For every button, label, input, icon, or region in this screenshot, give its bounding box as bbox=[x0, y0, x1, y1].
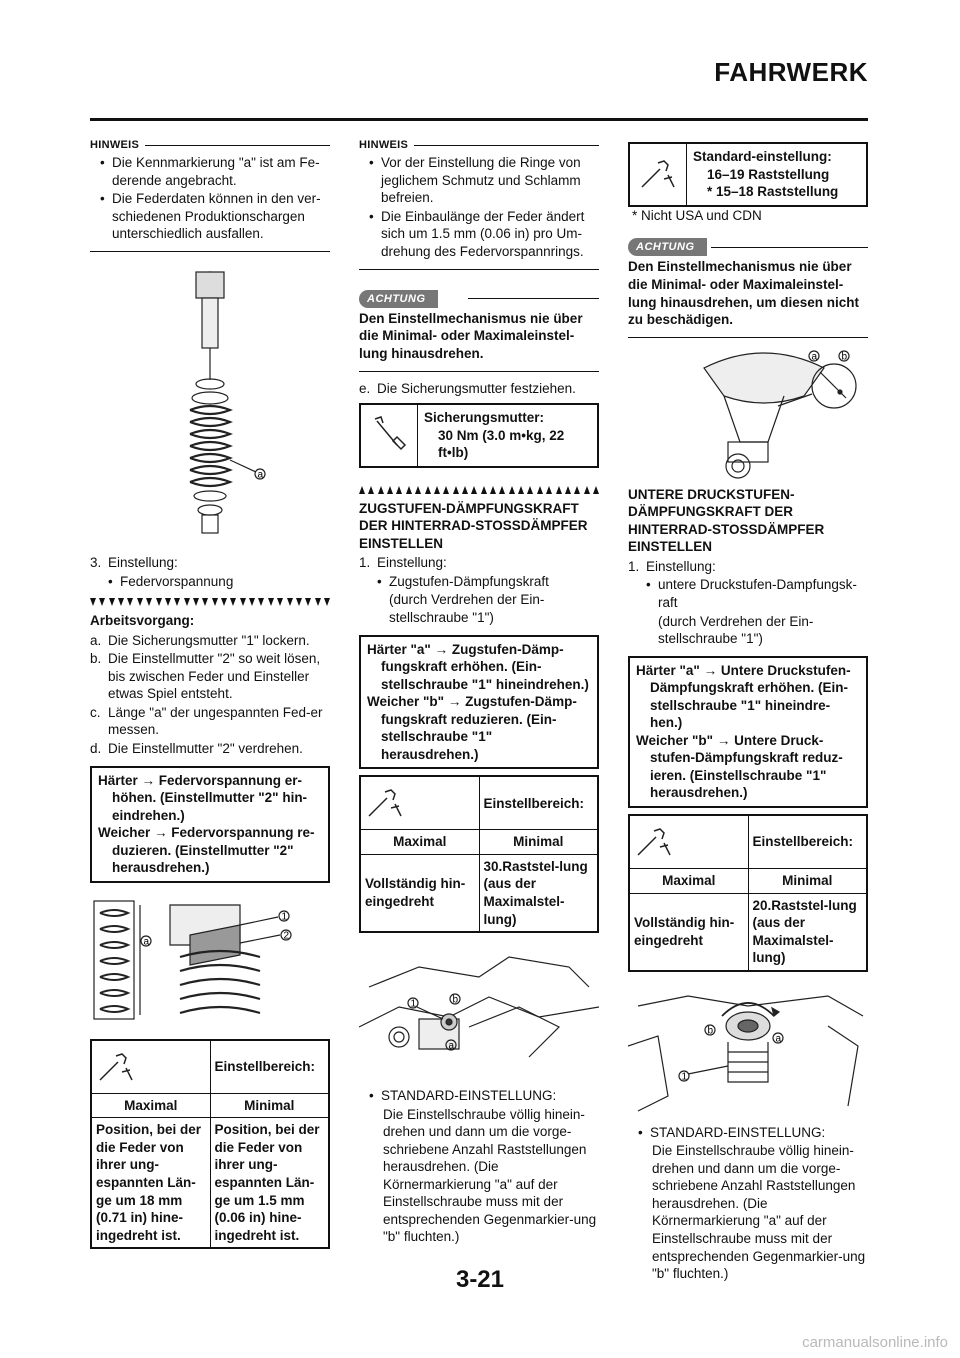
step-1-bullet: • untere Druckstufen-Dampfungsk-raft bbox=[628, 576, 868, 611]
step-d: d. Die Einstellmutter "2" verdrehen. bbox=[90, 740, 303, 756]
note-label: HINWEIS bbox=[359, 139, 409, 151]
step-e: e. Die Sicherungsmutter festziehen. bbox=[359, 380, 576, 396]
range-title: Einstellbereich: bbox=[748, 815, 867, 869]
range-max-value: Vollständig hin-eingedreht bbox=[360, 854, 479, 932]
section-title: UNTERE DRUCKSTUFEN-DÄMPFUNGSKRAFT DER HINTERRAD-STOSSDÄMPFER EINSTELLEN bbox=[628, 486, 825, 555]
step-b: b. Die Einstellmutter "2" so weit lösen, bis zwischen Feder und Einsteller etwas Spiel entsteht. bbox=[90, 651, 321, 702]
range-min-header: Minimal bbox=[748, 868, 867, 893]
page-title: FAHRWERK bbox=[714, 57, 868, 87]
harder-line: Härter "a" → Untere Druckstufen-Dämpfungskraft erhöhen. (Ein-stellschraube "1" hineindre-hen.) bbox=[636, 662, 851, 731]
standard-line-2: * 15–18 Raststellung bbox=[707, 184, 839, 200]
standard-title: Standard-einstellung: bbox=[693, 149, 832, 164]
torque-wrench-icon bbox=[361, 405, 418, 466]
harder-line: Härter "a" → Zugstufen-Dämp-fungskraft erhöhen. (Ein-stellschraube "1" hineindrehen.) bbox=[367, 641, 589, 692]
wrench-icon bbox=[630, 144, 687, 205]
fig-label: b bbox=[452, 994, 459, 1006]
torque-value: 30 Nm (3.0 m•kg, 22 ft•lb) bbox=[438, 427, 565, 461]
note-bullet: • Die Kennmarkierung "a" ist am Fe-derende angebracht. bbox=[90, 154, 330, 189]
torque-spec-box bbox=[359, 403, 599, 468]
standard-setting-box bbox=[628, 142, 868, 207]
caution-text: Den Einstellmechanismus nie über die Minimal- oder Maximaleinstel-lung hinausdrehen, um diesen nicht zu beschädigen. bbox=[628, 259, 860, 328]
caution-badge: ACHTUNG bbox=[628, 238, 707, 256]
fig-label: 1 bbox=[281, 911, 288, 923]
step-1: 1. Einstellung: bbox=[628, 558, 716, 574]
footnote: * Nicht USA und CDN bbox=[632, 207, 762, 223]
range-max-header: Maximal bbox=[91, 1093, 210, 1118]
standard-setting-text: Die Einstellschraube völlig hinein-drehen und dann um die vorge-schriebene Anzahl Raststellungen herausdrehen. (Die Körnermarkierung "a" auf der Einstellschraube muss mit der entsprechenden Gegenmarkier-ung "b" fluchten.) bbox=[383, 1106, 597, 1245]
note-header bbox=[90, 138, 330, 152]
range-min-header: Minimal bbox=[210, 1093, 329, 1118]
softer-line: Weicher "b" → Untere Druck-stufen-Dämpfungskraft reduz-ieren. (Einstellschraube "1" herausdrehen.) bbox=[636, 732, 843, 801]
torque-title: Sicherungsmutter: bbox=[424, 410, 545, 426]
caution-badge: ACHTUNG bbox=[359, 290, 438, 308]
page-number: 3-21 bbox=[455, 1266, 505, 1293]
step-1: 1. Einstellung: bbox=[359, 555, 447, 571]
caution-header bbox=[628, 238, 868, 256]
harder-softer-box bbox=[359, 635, 599, 770]
standard-line-1: 16–19 Raststellung bbox=[707, 166, 830, 182]
adjust-range-table bbox=[359, 775, 599, 933]
divider bbox=[359, 269, 599, 270]
watermark-link[interactable]: carmanualsonline.info bbox=[802, 1334, 948, 1351]
wrench-icon bbox=[91, 1040, 210, 1094]
shock-absorber-figure bbox=[90, 260, 330, 548]
range-max-header: Maximal bbox=[360, 830, 479, 855]
compression-adjuster-figure bbox=[628, 346, 868, 480]
range-max-value: Position, bei der die Feder von ihrer ung-espannten Län-ge um 18 mm (0.71 in) hine-ingedreht ist. bbox=[91, 1118, 210, 1248]
step-c: c. Länge "a" der ungespannten Fed-er messen. bbox=[90, 704, 323, 738]
fig-label: 2 bbox=[283, 930, 290, 942]
adjust-range-table bbox=[628, 814, 868, 972]
harder-softer-box bbox=[90, 766, 330, 883]
caution-header bbox=[359, 290, 599, 308]
note-header bbox=[359, 138, 599, 152]
divider bbox=[90, 251, 330, 252]
standard-setting-text: Die Einstellschraube völlig hinein-drehen und dann um die vorge-schriebene Anzahl Raststellungen herausdrehen. (Die Körnermarkierung "a" auf der Einstellschraube muss mit der entsprechenden Gegenmarkier-ung "b" fluchten.) bbox=[652, 1143, 866, 1282]
range-title: Einstellbereich: bbox=[479, 776, 598, 830]
fig-label: a bbox=[448, 1040, 455, 1052]
procedure-start-marker bbox=[90, 598, 330, 606]
divider bbox=[628, 337, 868, 338]
spring-adjust-figure bbox=[90, 895, 330, 1029]
column-left bbox=[90, 138, 330, 1249]
section-title: ZUGSTUFEN-DÄMPFUNGSKRAFT DER HINTERRAD-STOSSDÄMPFER EINSTELLEN bbox=[359, 500, 588, 551]
column-right bbox=[628, 138, 868, 1283]
column-middle bbox=[359, 138, 599, 1246]
range-max-value: Vollständig hin-eingedreht bbox=[629, 893, 748, 971]
fig-label: 1 bbox=[410, 998, 417, 1010]
wrench-icon bbox=[360, 776, 479, 830]
header-rule bbox=[90, 118, 868, 121]
range-min-header: Minimal bbox=[479, 830, 598, 855]
note-bullet: • Die Einbaulänge der Feder ändert sich um 1.5 mm (0.06 in) pro Um-drehung des Federvorspannrings. bbox=[359, 208, 599, 261]
procedure-title: Arbeitsvorgang: bbox=[90, 613, 195, 629]
step-1-bullet: • Zugstufen-Dämpfungskraft bbox=[359, 573, 599, 591]
standard-setting-bullet: • STANDARD-EINSTELLUNG: bbox=[628, 1124, 868, 1142]
harder-line: Härter → Federvorspannung er-höhen. (Einstellmutter "2" hin-eindrehen.) bbox=[98, 772, 308, 823]
wrench-icon bbox=[629, 815, 748, 869]
step-1-paren: (durch Verdrehen der Ein-stellschraube "1") bbox=[658, 613, 814, 647]
fig-label: a bbox=[775, 1033, 782, 1045]
divider bbox=[359, 371, 599, 372]
step-3: 3. Einstellung: bbox=[90, 555, 178, 571]
softer-line: Weicher → Federvorspannung re-duzieren. (Einstellmutter "2" herausdrehen.) bbox=[98, 825, 315, 876]
fig-label: b bbox=[707, 1025, 714, 1037]
fig-label: a bbox=[143, 936, 150, 948]
range-max-header: Maximal bbox=[629, 868, 748, 893]
adjust-range-table bbox=[90, 1039, 330, 1249]
range-min-value: 20.Raststel-lung (aus der Maximalstel-lung) bbox=[748, 893, 867, 971]
caution-text: Den Einstellmechanismus nie über die Minimal- oder Maximaleinstel-lung hinausdrehen. bbox=[359, 310, 583, 361]
softer-line: Weicher "b" → Zugstufen-Dämp-fungskraft reduzieren. (Ein-stellschraube "1" herausdrehen.) bbox=[367, 694, 577, 762]
fig-label: b bbox=[841, 351, 848, 363]
note-bullet: • Vor der Einstellung die Ringe von jeglichem Schmutz und Schlamm befreien. bbox=[359, 154, 599, 207]
fig-label: 1 bbox=[681, 1071, 688, 1083]
step-a: a. Die Sicherungsmutter "1" lockern. bbox=[90, 632, 310, 648]
fig-label: a bbox=[811, 351, 818, 363]
note-bullet: • Die Federdaten können in den ver-schiedenen Produktionschargen unterschiedlich ausfallen. bbox=[90, 190, 330, 243]
range-min-value: Position, bei der die Feder von ihrer ung-espannten Län-ge um 1.5 mm (0.06 in) hine-ingedreht ist. bbox=[210, 1118, 329, 1248]
standard-setting-bullet: • STANDARD-EINSTELLUNG: bbox=[359, 1087, 599, 1105]
fig-label: a bbox=[257, 469, 264, 481]
procedure-end-marker bbox=[359, 486, 599, 494]
rebound-adjuster-figure bbox=[359, 947, 599, 1079]
note-label: HINWEIS bbox=[90, 139, 140, 151]
step-3-bullet: • Federvorspannung bbox=[90, 573, 330, 591]
compression-adjust-detail-figure bbox=[628, 986, 868, 1116]
step-1-paren: (durch Verdrehen der Ein-stellschraube "1") bbox=[389, 592, 545, 625]
harder-softer-box bbox=[628, 656, 868, 808]
range-title: Einstellbereich: bbox=[210, 1040, 329, 1094]
range-min-value: 30.Raststel-lung (aus der Maximalstel-lung) bbox=[479, 854, 598, 932]
